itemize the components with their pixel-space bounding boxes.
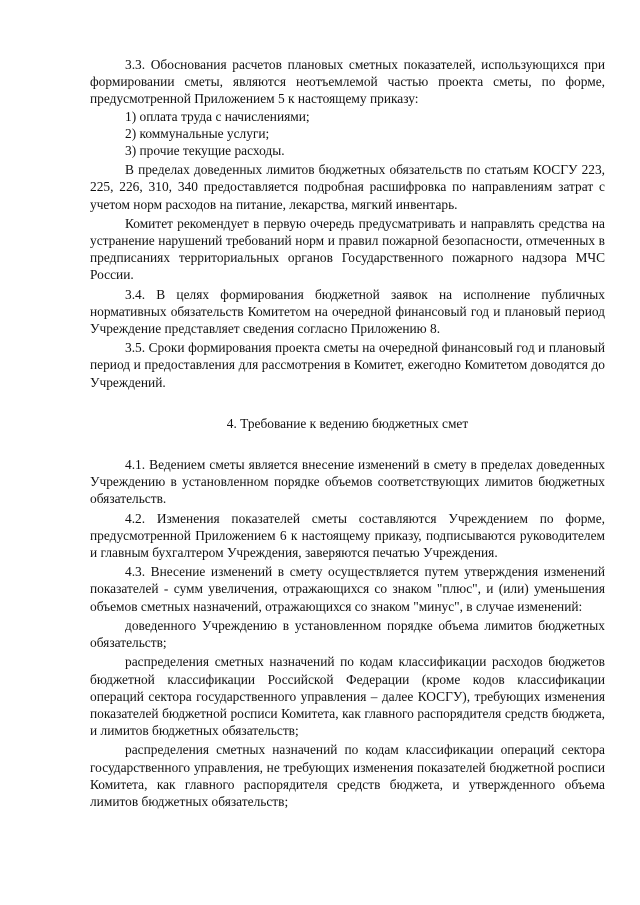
paragraph-distribution-1: распределения сметных назначений по кодам классификации расходов бюджетов бюджетной классификации Российской Федерации (кроме кодов классификации операций сектора государственного управления – далее КОСГУ), требующих изменения показателей бюджетной росписи Комитета, как главного распорядителя средств бюджета, и лимитов бюджетных обязательств; (90, 654, 605, 739)
paragraph-4-1: 4.1. Ведением сметы является внесение изменений в смету в пределах доведенных Учреждению в установленном порядке объемов соответствующих лимитов бюджетных обязательств. (90, 457, 605, 507)
section-4-title: 4. Требование к ведению бюджетных смет (226, 415, 469, 431)
paragraph-kosgu: В пределах доведенных лимитов бюджетных обязательств по статьям КОСГУ 223, 225, 226, 310, 340 предоставляется подробная расшифровка по направлениям затрат с учетом норм расходов на питание, лекарства, мягкий инвентарь. (90, 162, 605, 212)
document-page (90, 56, 605, 810)
paragraph-4-3: 4.3. Внесение изменений в смету осуществляется путем утверждения изменений показателей - сумм увеличения, отражающихся со знаком "плюс", и (или) уменьшения объемов сметных назначений, отражающихся со знаком "минус", в случае изменений: (90, 564, 605, 614)
list-item: 3) прочие текущие расходы. (125, 143, 285, 159)
list-item: 2) коммунальные услуги; (125, 125, 270, 141)
paragraph-4-2: 4.2. Изменения показателей сметы составляются Учреждением по форме, предусмотренной Приложением 6 к настоящему приказу, подписываются руководителем и главным бухгалтером Учреждения, заверяются печатью Учреждения. (90, 510, 605, 561)
list-item: 1) оплата труда с начислениями; (125, 108, 310, 124)
paragraph-distribution-2: распределения сметных назначений по кодам классификации операций сектора государственного управления, не требующих изменения показателей бюджетной росписи Комитета, как главного распорядителя средств бюджета, и утвержденного объема лимитов бюджетных обязательств; (90, 742, 605, 809)
paragraph-limits: доведенного Учреждению в установленном порядке объема лимитов бюджетных обязательств; (90, 617, 605, 651)
paragraph-3-3: 3.3. Обоснования расчетов плановых сметных показателей, использующихся при формировании сметы, являются неотъемлемой частью проекта сметы, по форме, предусмотренной Приложением 5 к настоящему приказу: (90, 57, 605, 107)
paragraph-committee: Комитет рекомендует в первую очередь предусматривать и направлять средства на устранение нарушений требований норм и правил пожарной безопасности, отмеченных в предписаниях территориальных органов Государственного пожарного надзора МЧС России. (90, 215, 605, 283)
paragraph-3-4: 3.4. В целях формирования бюджетной заявок на исполнение публичных нормативных обязательств Комитетом на очередной финансовый год и плановый период Учреждение представляет сведения согласно Приложению 8. (90, 286, 605, 337)
paragraph-3-5: 3.5. Сроки формирования проекта сметы на очередной финансовый год и плановый период и предоставления для рассмотрения в Комитет, ежегодно Комитетом доводятся до Учреждений. (90, 340, 605, 390)
